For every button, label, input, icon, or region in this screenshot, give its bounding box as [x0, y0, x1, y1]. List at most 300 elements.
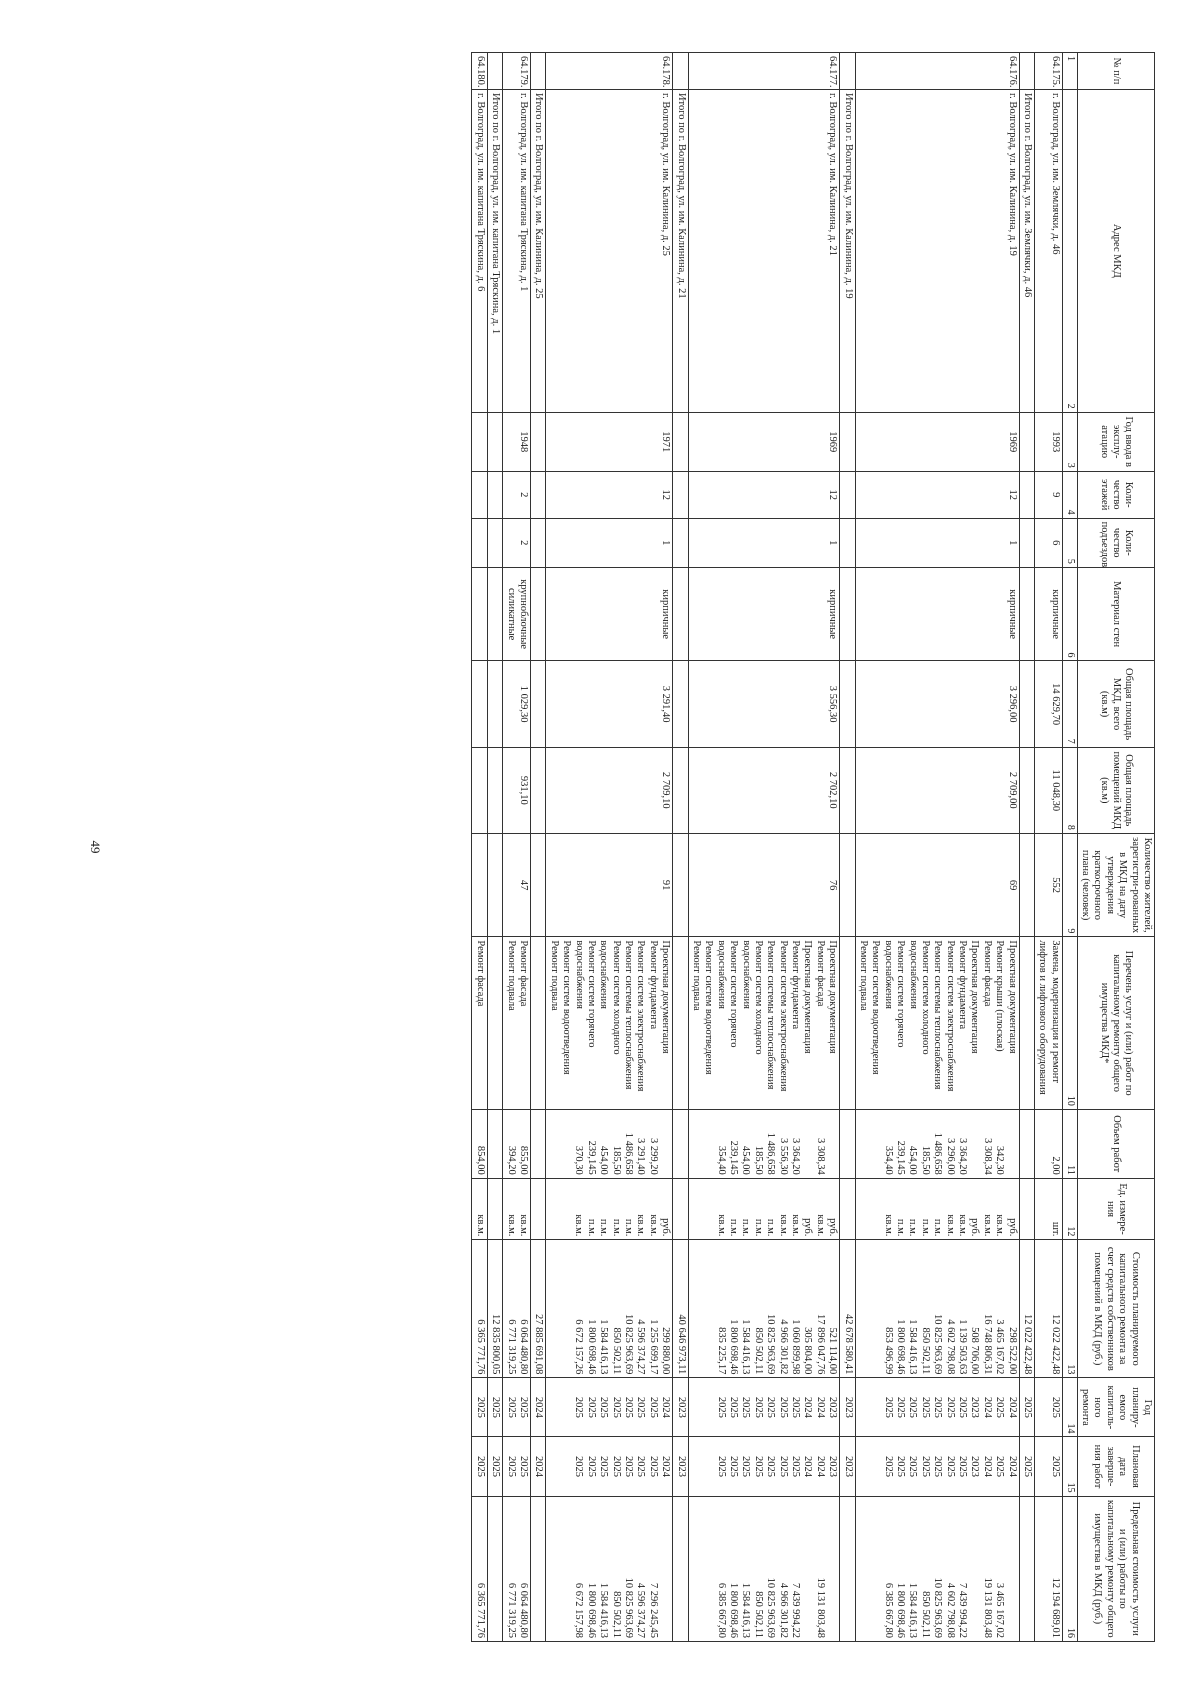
- total-year: 2025: [1019, 1378, 1034, 1437]
- row-number: 64.175.: [1035, 53, 1063, 90]
- entrances-count: 2: [503, 518, 531, 567]
- work-name-cell: [503, 937, 531, 1109]
- work-cost: 6 672 157,26: [573, 1319, 585, 1375]
- rooms-area: 931,10: [503, 747, 531, 833]
- work-volume: 1 486,658: [765, 1132, 777, 1175]
- total-empty: [1019, 518, 1034, 567]
- work-name: Ремонт подвала: [858, 940, 869, 1011]
- total-empty: [1019, 1109, 1034, 1178]
- table-row: [688, 53, 840, 1642]
- work-name-cell: [1035, 937, 1063, 1109]
- work-cost: 1 584 416,13: [907, 1319, 919, 1375]
- work-unit: п.м.: [919, 1218, 931, 1237]
- work-cost: 1 584 416,13: [598, 1319, 610, 1375]
- work-cost: 6 365 771,76: [474, 1319, 486, 1375]
- work-year: 2025: [518, 1396, 530, 1418]
- residents-count: 91: [546, 833, 673, 936]
- floors-count: 12: [855, 471, 1019, 518]
- work-year: 2025: [957, 1396, 969, 1418]
- work-done: 2025: [994, 1456, 1006, 1477]
- work-name: Проектная документация: [660, 940, 672, 1054]
- total-cost: 12 022 422,48: [1019, 1240, 1034, 1378]
- work-volume: 854,00: [474, 1145, 486, 1175]
- total-empty: [673, 471, 688, 518]
- total-empty: [531, 1178, 546, 1240]
- total-empty: [487, 1178, 502, 1240]
- work-unit: кв.м.: [944, 1214, 956, 1237]
- work-name: Ремонт фундамента: [957, 940, 969, 1030]
- work-unit: п.м.: [765, 1218, 777, 1237]
- column-header: Адрес МКД: [1077, 89, 1154, 412]
- column-number: 12: [1062, 1178, 1077, 1240]
- work-cost: 10 825 963,69: [765, 1313, 777, 1375]
- work-volume: [826, 1113, 838, 1175]
- total-empty: [531, 1109, 546, 1178]
- work-year: 2025: [474, 1396, 486, 1418]
- work-volume: 239,145: [895, 1140, 907, 1175]
- work-unit: кв.м.: [814, 1214, 826, 1237]
- work-cost: 853 496,99: [882, 1327, 894, 1375]
- total-empty: [673, 1178, 688, 1240]
- work-cost-cell: [855, 1240, 1019, 1378]
- capital-repair-table: [471, 52, 1155, 1642]
- work-name: Ремонт фундамента: [647, 940, 659, 1030]
- work-year: 2025: [505, 1396, 517, 1418]
- total-done: 2023: [673, 1437, 688, 1496]
- work-volume: 454,00: [598, 1145, 610, 1175]
- column-header: Плановая дата заверше-ния работ: [1077, 1437, 1154, 1496]
- work-cost: 850 502,11: [752, 1327, 764, 1375]
- work-volume: 2,00: [1049, 1156, 1061, 1175]
- work-done-cell: [1035, 1437, 1063, 1496]
- work-volume: 185,50: [752, 1145, 764, 1175]
- work-limit: 6 064 480,80: [518, 1582, 530, 1638]
- total-done: 2023: [840, 1437, 855, 1496]
- work-done: 2025: [944, 1456, 956, 1477]
- work-volume: 239,145: [728, 1140, 740, 1175]
- total-cost: 27 885 691,08: [531, 1240, 546, 1378]
- work-name-cell: [472, 937, 487, 1109]
- work-name: Ремонт подвала: [548, 940, 560, 1011]
- column-header: № п/п: [1077, 53, 1154, 90]
- work-done: 2025: [895, 1456, 907, 1477]
- work-year-cell: [1035, 1378, 1063, 1437]
- total-empty: [840, 833, 855, 936]
- work-year: 2025: [765, 1396, 777, 1418]
- work-cost: 1 139 503,63: [957, 1319, 969, 1375]
- work-unit: руб.: [802, 1218, 814, 1237]
- work-unit: кв.м.: [790, 1214, 802, 1237]
- work-unit-cell: [546, 1178, 673, 1240]
- table-row: [1035, 53, 1063, 1642]
- column-header: Материал стен: [1077, 567, 1154, 661]
- residents-count: 552: [1035, 833, 1063, 936]
- work-unit: п.м.: [907, 1218, 919, 1237]
- work-year-cell: [503, 1378, 531, 1437]
- work-year: 2025: [647, 1396, 659, 1418]
- work-volume-cell: [1035, 1109, 1063, 1178]
- column-header: Предельная стоимость услуги и (или) работы по капитальному ремонту общего имущества в МКД (руб.): [1077, 1496, 1154, 1641]
- work-volume: 394,20: [505, 1145, 517, 1175]
- work-done: 2025: [585, 1456, 597, 1477]
- work-unit: руб.: [1006, 1218, 1018, 1237]
- total-area: 3 556,30: [688, 661, 840, 747]
- work-limit: 850 502,11: [610, 1591, 622, 1638]
- work-limit-cell: [546, 1496, 673, 1641]
- row-number: 64.179.: [503, 53, 531, 90]
- total-empty: [840, 567, 855, 661]
- total-empty: [487, 661, 502, 747]
- work-volume: 1 486,658: [623, 1132, 635, 1175]
- work-volume: 3 291,40: [635, 1138, 647, 1175]
- work-cost: 508 706,00: [969, 1327, 981, 1375]
- total-empty: [487, 518, 502, 567]
- work-cost: 1 800 698,46: [895, 1319, 907, 1375]
- floors-count: 12: [546, 471, 673, 518]
- address-cell: г. Волгоград, ул. им. капитана Тряскина, д. 6: [472, 89, 487, 412]
- wall-material: кирпичные: [855, 567, 1019, 661]
- work-year-cell: [546, 1378, 673, 1437]
- work-limit: [1005, 1500, 1017, 1638]
- residents-count: 69: [855, 833, 1019, 936]
- work-cost: 1 800 698,46: [585, 1319, 597, 1375]
- work-done: 2025: [573, 1456, 585, 1477]
- total-spacer: [487, 53, 502, 90]
- work-unit: руб.: [827, 1218, 839, 1237]
- work-name: Ремонт систем холодного водоснабжения: [740, 940, 764, 1055]
- work-unit-cell: [855, 1178, 1019, 1240]
- work-year: 2025: [752, 1396, 764, 1418]
- work-unit: кв.м.: [647, 1214, 659, 1237]
- work-name: Ремонт систем горячего водоснабжения: [715, 940, 740, 1048]
- work-name: Проектная документация: [827, 940, 839, 1054]
- work-limit: 10 825 963,69: [932, 1577, 944, 1638]
- work-name: Проектная документация: [802, 940, 814, 1054]
- work-cost-cell: [1035, 1240, 1063, 1378]
- work-cost: 850 502,11: [610, 1327, 622, 1375]
- work-limit: 4 602 798,08: [944, 1582, 956, 1638]
- total-empty: [840, 661, 855, 747]
- entrances-count: 6: [1035, 518, 1063, 567]
- work-limit: 7 439 994,22: [957, 1582, 969, 1638]
- work-unit: кв.м.: [474, 1214, 486, 1237]
- page-number: 49: [88, 840, 103, 854]
- work-volume: 3 299,20: [647, 1138, 659, 1175]
- wall-material: крупноблочные силикатные: [503, 567, 531, 661]
- work-done-cell: [688, 1437, 840, 1496]
- work-volume-cell: [503, 1109, 531, 1178]
- work-volume-cell: [688, 1109, 840, 1178]
- work-volume: 3 556,30: [777, 1138, 789, 1175]
- work-unit: п.м.: [728, 1218, 740, 1237]
- work-cost: 4 966 301,82: [777, 1319, 789, 1375]
- year-built: 1971: [546, 412, 673, 471]
- work-name: Ремонт фундамента: [790, 940, 802, 1030]
- work-name: Ремонт системы теплоснабжения: [623, 940, 635, 1090]
- total-spacer: [1019, 53, 1034, 90]
- work-year: 2025: [919, 1396, 931, 1418]
- work-year: 2025: [635, 1396, 647, 1418]
- work-name: Ремонт крыши (плоская): [994, 940, 1006, 1052]
- residents-count: [472, 833, 487, 936]
- document-sheet: [80, 52, 1155, 1642]
- work-done: 2025: [882, 1456, 894, 1477]
- work-volume: 3 308,34: [981, 1138, 993, 1175]
- work-name: Ремонт систем электроснабжения: [777, 940, 789, 1092]
- work-done: 2024: [1006, 1456, 1018, 1477]
- work-unit-cell: [472, 1178, 487, 1240]
- work-year: 2025: [994, 1396, 1006, 1418]
- column-number: 4: [1062, 471, 1077, 518]
- work-name-cell: [855, 937, 1019, 1109]
- total-empty: [840, 518, 855, 567]
- total-empty: [487, 412, 502, 471]
- work-name: Ремонт системы теплоснабжения: [932, 940, 944, 1090]
- work-unit: кв.м.: [505, 1214, 517, 1237]
- work-cost: 10 825 963,69: [623, 1313, 635, 1375]
- work-volume: 239,145: [585, 1140, 597, 1175]
- work-done: 2025: [752, 1456, 764, 1477]
- work-year: 2024: [660, 1396, 672, 1418]
- entrances-count: 1: [688, 518, 840, 567]
- total-spacer: [531, 53, 546, 90]
- work-unit-cell: [688, 1178, 840, 1240]
- total-empty: [487, 567, 502, 661]
- work-unit: п.м.: [610, 1218, 622, 1237]
- column-number: 13: [1062, 1240, 1077, 1378]
- work-done: 2025: [505, 1456, 517, 1477]
- year-built: 1948: [503, 412, 531, 471]
- total-empty: [673, 518, 688, 567]
- rooms-area: 2 702,10: [688, 747, 840, 833]
- work-cost-cell: [546, 1240, 673, 1378]
- table-row: [855, 53, 1019, 1642]
- column-number: 8: [1062, 747, 1077, 833]
- total-empty: [531, 833, 546, 936]
- work-volume-cell: [855, 1109, 1019, 1178]
- total-done: 2025: [1019, 1437, 1034, 1496]
- column-header: Год планиру-емого капиталь-ного ремонта: [1077, 1378, 1154, 1437]
- work-volume: 1 486,658: [932, 1132, 944, 1175]
- work-cost: 1 255 699,17: [647, 1319, 659, 1375]
- work-unit: кв.м.: [573, 1214, 585, 1237]
- address-cell: г. Волгоград, ул. им. Калинина, д. 19: [855, 89, 1019, 412]
- rooms-area: 11 048,30: [1035, 747, 1063, 833]
- floors-count: 12: [688, 471, 840, 518]
- column-number: 7: [1062, 661, 1077, 747]
- work-limit: 1 584 416,13: [598, 1582, 610, 1638]
- work-limit: 6 385 667,80: [715, 1582, 727, 1638]
- work-name-cell: [546, 937, 673, 1109]
- address-cell: г. Волгоград, ул. им. капитана Тряскина, д. 1: [503, 89, 531, 412]
- work-cost-cell: [688, 1240, 840, 1378]
- work-cost: 6 771 319,25: [505, 1319, 517, 1375]
- work-volume: 454,00: [740, 1145, 752, 1175]
- work-unit: кв.м.: [981, 1214, 993, 1237]
- total-empty: [673, 833, 688, 936]
- work-done: 2025: [623, 1456, 635, 1477]
- total-empty: [1019, 412, 1034, 471]
- total-empty: [673, 567, 688, 661]
- work-done: 2025: [932, 1456, 944, 1477]
- year-built: 1969: [855, 412, 1019, 471]
- column-header: Ед. измере-ния: [1077, 1178, 1154, 1240]
- work-volume: 354,40: [715, 1145, 727, 1175]
- work-volume: 454,00: [907, 1145, 919, 1175]
- floors-count: 9: [1035, 471, 1063, 518]
- work-limit-cell: [688, 1496, 840, 1641]
- rotated-page: [80, 52, 1155, 1642]
- work-done: 2025: [610, 1456, 622, 1477]
- total-empty: [673, 1109, 688, 1178]
- work-name: Ремонт систем электроснабжения: [944, 940, 956, 1092]
- total-row: [840, 53, 855, 1642]
- work-cost: 17 896 047,76: [814, 1313, 826, 1375]
- work-volume: [1005, 1113, 1017, 1175]
- work-limit: [968, 1500, 980, 1638]
- work-cost: 835 225,17: [715, 1327, 727, 1375]
- column-header: Коли-чество этажей: [1077, 471, 1154, 518]
- work-year: 2024: [802, 1396, 814, 1418]
- year-built: [472, 412, 487, 471]
- work-unit: руб.: [660, 1218, 672, 1237]
- total-empty: [840, 412, 855, 471]
- column-header: Объем работ: [1077, 1109, 1154, 1178]
- work-year: 2025: [728, 1396, 740, 1418]
- total-empty: [840, 471, 855, 518]
- work-year: 2023: [969, 1396, 981, 1418]
- total-area: [472, 661, 487, 747]
- total-empty: [487, 1109, 502, 1178]
- row-number: 64.178.: [546, 53, 673, 90]
- total-area: 3 296,00: [855, 661, 1019, 747]
- total-done: 2024: [531, 1437, 546, 1496]
- total-year: 2023: [673, 1378, 688, 1437]
- work-done: 2025: [907, 1456, 919, 1477]
- work-year: 2025: [895, 1396, 907, 1418]
- work-year: 2025: [907, 1396, 919, 1418]
- work-name: Ремонт систем горячего водоснабжения: [573, 940, 597, 1048]
- work-done: 2024: [814, 1456, 826, 1477]
- work-done-cell: [503, 1437, 531, 1496]
- total-empty: [531, 518, 546, 567]
- work-limit-cell: [503, 1496, 531, 1641]
- work-done: 2025: [777, 1456, 789, 1477]
- work-done: 2025: [919, 1456, 931, 1477]
- work-year: 2025: [715, 1396, 727, 1418]
- wall-material: кирпичные: [1035, 567, 1063, 661]
- total-empty: [673, 747, 688, 833]
- column-number: 1: [1062, 53, 1077, 90]
- work-unit: кв.м.: [882, 1214, 894, 1237]
- table-row: [546, 53, 673, 1642]
- work-name: Ремонт систем водоотведения: [870, 940, 882, 1075]
- total-cost: 42 678 580,41: [840, 1240, 855, 1378]
- rooms-area: 2 709,00: [855, 747, 1019, 833]
- work-unit-cell: [503, 1178, 531, 1240]
- total-label: Итого по г. Волгоград, ул. им. Калинина, д. 25: [531, 89, 546, 412]
- column-header: Количество жителей, зарегистри-рованных в МКД на дату утверждения краткосрочного плана (человек): [1077, 833, 1154, 936]
- work-unit: кв.м.: [715, 1214, 727, 1237]
- work-limit-cell: [1035, 1496, 1063, 1641]
- work-name: Ремонт систем холодного водоснабжения: [907, 940, 931, 1055]
- work-year: 2023: [827, 1396, 839, 1418]
- work-name: Ремонт фасада: [981, 940, 993, 1007]
- work-unit: кв.м.: [994, 1214, 1006, 1237]
- total-empty: [487, 471, 502, 518]
- work-volume-cell: [472, 1109, 487, 1178]
- total-empty: [1019, 1496, 1034, 1641]
- residents-count: 47: [503, 833, 531, 936]
- total-empty: [1019, 1178, 1034, 1240]
- work-limit: 1 800 698,46: [895, 1582, 907, 1638]
- total-empty: [531, 471, 546, 518]
- total-empty: [1019, 471, 1034, 518]
- total-row: [673, 53, 688, 1642]
- work-year: 2025: [740, 1396, 752, 1418]
- total-label: Итого по г. Волгоград, ул. им. капитана Тряскина, д. 1: [487, 89, 502, 412]
- work-limit: 19 131 803,48: [981, 1577, 993, 1638]
- work-name: Ремонт фасада: [474, 940, 486, 1007]
- total-area: 14 629,70: [1035, 661, 1063, 747]
- total-empty: [840, 1109, 855, 1178]
- work-unit: п.м.: [623, 1218, 635, 1237]
- work-cost: 10 825 963,69: [932, 1313, 944, 1375]
- work-done: 2025: [765, 1456, 777, 1477]
- total-label: Итого по г. Волгоград, ул. им. Калинина, д. 19: [840, 89, 855, 412]
- work-year: 2024: [814, 1396, 826, 1418]
- work-unit: кв.м.: [518, 1214, 530, 1237]
- work-done: 2025: [598, 1456, 610, 1477]
- work-done: 2024: [802, 1456, 814, 1477]
- work-name: Ремонт систем электроснабжения: [635, 940, 647, 1092]
- column-number-row: [1062, 53, 1077, 1642]
- work-cost: 305 804,00: [802, 1327, 814, 1375]
- rooms-area: [472, 747, 487, 833]
- total-empty: [673, 412, 688, 471]
- column-number: 9: [1062, 833, 1077, 936]
- work-done: 2025: [715, 1456, 727, 1477]
- column-header: Стоимость планируемого капитального ремонта за счет средств собственников помещений в МКД (руб.): [1077, 1240, 1154, 1378]
- row-number: 64.177.: [688, 53, 840, 90]
- total-label: Итого по г. Волгоград, ул. им. Землячки, д. 46: [1019, 89, 1034, 412]
- total-empty: [673, 661, 688, 747]
- total-empty: [1019, 661, 1034, 747]
- work-name: Ремонт подвала: [691, 940, 702, 1011]
- total-empty: [487, 747, 502, 833]
- work-unit: кв.м.: [635, 1214, 647, 1237]
- work-done: 2025: [474, 1456, 486, 1477]
- floors-count: [472, 471, 487, 518]
- total-empty: [531, 567, 546, 661]
- work-done: 2025: [790, 1456, 802, 1477]
- work-cost: 12 022 422,48: [1049, 1313, 1061, 1375]
- column-header: Перечень услуг и (или) работ по капитальному ремонту общего имущества МКД*: [1077, 937, 1154, 1109]
- total-empty: [1019, 567, 1034, 661]
- work-cost: 299 880,00: [660, 1327, 672, 1375]
- row-number: 64.176.: [855, 53, 1019, 90]
- work-name: Проектная документация: [1006, 940, 1018, 1054]
- work-done: 2025: [647, 1456, 659, 1477]
- work-volume: 855,00: [518, 1145, 530, 1175]
- header-row: [1077, 53, 1154, 1642]
- work-unit: п.м.: [740, 1218, 752, 1237]
- table-body: [472, 53, 1062, 1642]
- work-limit: [826, 1500, 838, 1638]
- work-limit: 7 296 245,45: [647, 1582, 659, 1638]
- work-name: Ремонт системы теплоснабжения: [765, 940, 777, 1090]
- work-cost: 1 800 698,46: [728, 1319, 740, 1375]
